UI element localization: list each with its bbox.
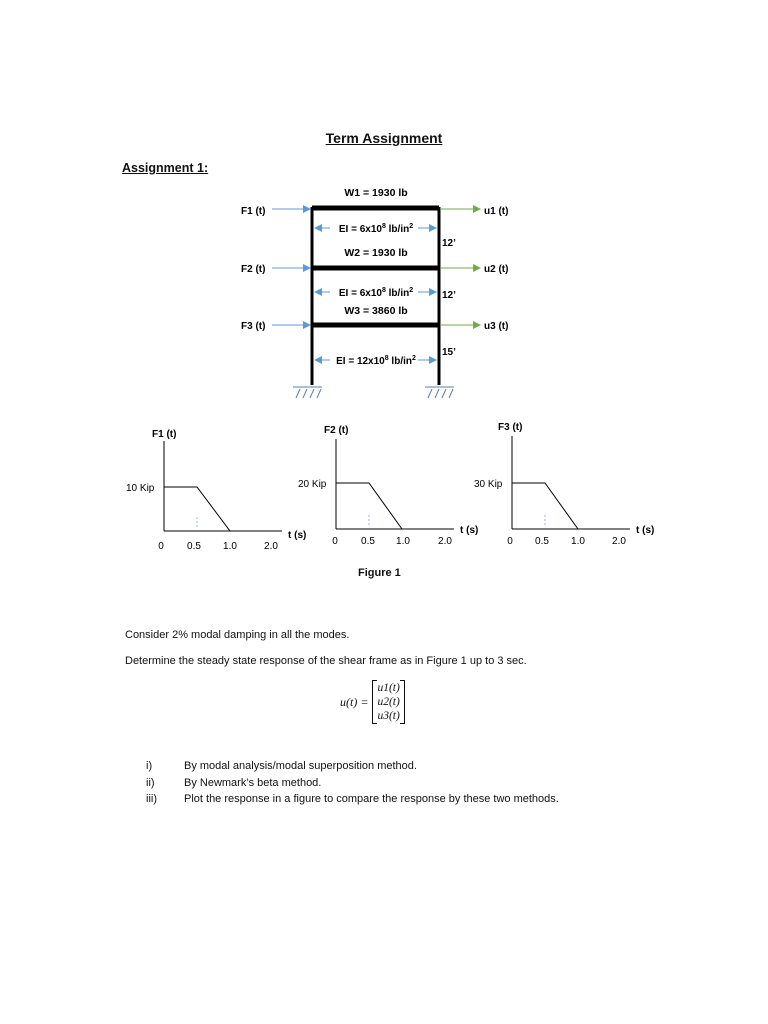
list-text: By Newmark’s beta method. [184, 776, 322, 789]
tick-label: 0 [507, 536, 513, 547]
stiffness-label-1: EI = $6x10^8$ $lb/in^2$ [338, 223, 414, 235]
tick-label: 0.5 [361, 536, 375, 547]
right-support-hatch [425, 387, 454, 398]
displacement-vector-equation [340, 680, 405, 724]
tick-label: 2.0 [438, 536, 452, 547]
displacement-arrows [441, 209, 480, 325]
force-label-2: F2 (t) [241, 264, 266, 275]
displacement-label-1: u1 (t) [484, 206, 509, 217]
tick-label: 2.0 [264, 541, 278, 552]
vector-entry: u3(t) [377, 710, 400, 722]
graph-title: F1 (t) [152, 429, 177, 440]
list-item [146, 793, 559, 810]
tick-label: 0.5 [535, 536, 549, 547]
force-label-1: F1 (t) [241, 206, 266, 217]
load-curve [164, 487, 230, 531]
tick-label: 1.0 [396, 536, 410, 547]
peak-load-label: 30 Kip [474, 479, 503, 490]
time-axis-label: t (s) [288, 530, 307, 541]
assignment-heading: Assignment 1: [122, 161, 209, 175]
list-number: iii) [146, 793, 157, 805]
peak-load-label: 10 Kip [126, 483, 155, 494]
vector-entry: u2(t) [377, 696, 400, 708]
height-label-1: 12’ [442, 238, 456, 249]
displacement-label-3: u3 (t) [484, 321, 509, 332]
vector-entry: u1(t) [377, 682, 400, 694]
weight-label-1: W1 = 1930 lb [344, 187, 408, 199]
graph-title: F2 (t) [324, 425, 349, 436]
task-list [146, 760, 559, 810]
weight-label-3: W3 = 3860 lb [344, 305, 408, 317]
time-axis-label: t (s) [460, 525, 479, 536]
equation-vector [372, 680, 404, 724]
height-label-2: 12’ [442, 290, 456, 301]
force-arrows [272, 209, 310, 325]
list-text: By modal analysis/modal superposition method. [184, 760, 417, 772]
equation-lhs: u(t) = [340, 694, 369, 709]
list-item [146, 777, 559, 794]
load-curve [336, 483, 402, 529]
tick-label: 0 [158, 541, 164, 552]
peak-load-label: 20 Kip [298, 479, 327, 490]
shear-frame [241, 187, 508, 398]
force-label-3: F3 (t) [241, 321, 266, 332]
list-number: ii) [146, 776, 155, 789]
displacement-label-2: u2 (t) [484, 264, 509, 275]
time-axis-label: t (s) [636, 525, 655, 536]
tick-label: 0.5 [187, 541, 201, 552]
list-text: Plot the response in a figure to compare the response by these two methods. [184, 793, 559, 805]
tick-label: 1.0 [571, 536, 585, 547]
list-item [146, 760, 559, 777]
tick-label: 2.0 [612, 536, 626, 547]
stiffness-label-3: EI = $12x10^8$ $lb/in^2$ [336, 355, 416, 367]
list-number: i) [146, 760, 153, 772]
height-label-3: 15’ [442, 347, 456, 358]
weight-label-2: W2 = 1930 lb [344, 247, 408, 259]
graph-title: F3 (t) [498, 422, 523, 433]
tick-label: 1.0 [223, 541, 237, 552]
tick-label: 0 [332, 536, 338, 547]
document-title: Term Assignment [325, 130, 443, 146]
figure-caption: Figure 1 [358, 567, 401, 579]
damping-paragraph: Consider 2% modal damping in all the modes. [125, 629, 350, 641]
response-paragraph: Determine the steady state response of the shear frame as in Figure 1 up to 3 sec. [125, 655, 527, 667]
load-graphs [126, 422, 654, 552]
left-support-hatch [293, 387, 322, 398]
stiffness-label-2: EI = $6x10^8$ $lb/in^2$ [338, 287, 414, 299]
load-curve [512, 483, 578, 529]
